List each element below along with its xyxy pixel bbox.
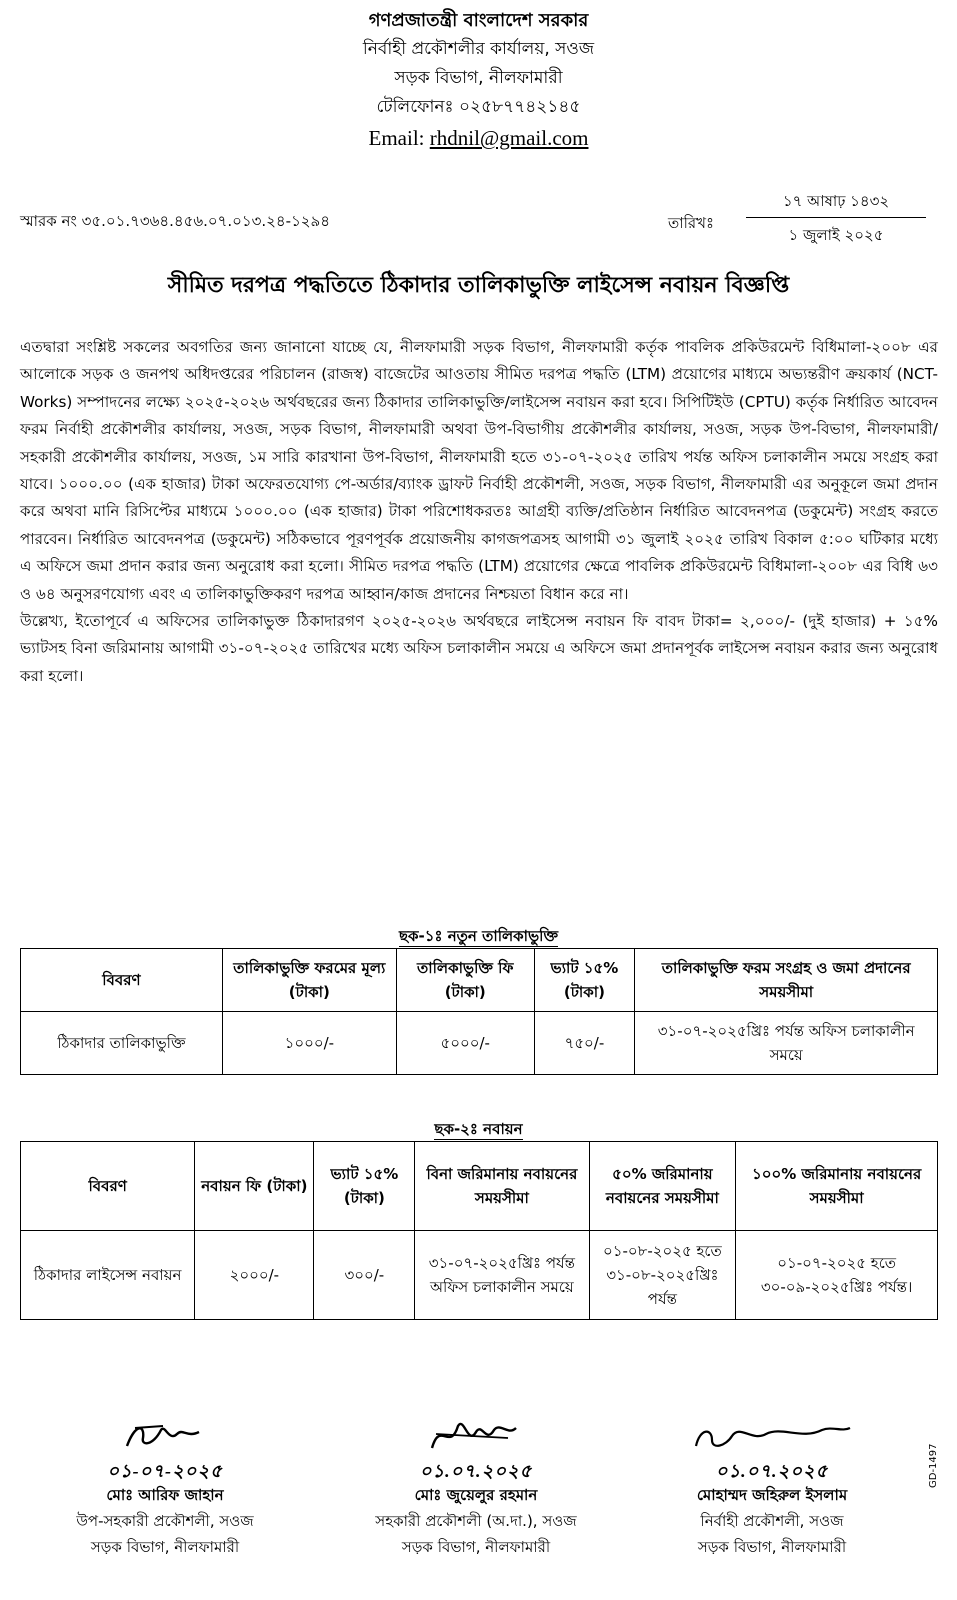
- table-header: ভ্যাট ১৫% (টাকা): [314, 1142, 415, 1231]
- table-header: তালিকাভুক্তি ফি (টাকা): [396, 949, 534, 1012]
- table-header-row: [21, 949, 938, 1012]
- table-header: ১০০% জরিমানায় নবায়নের সময়সীমা: [736, 1142, 938, 1231]
- table-row: [21, 1012, 938, 1075]
- notice-title: সীমিত দরপত্র পদ্ধতিতে ঠিকাদার তালিকাভুক্তি লাইসেন্স নবায়ন বিজ্ঞপ্তি: [167, 273, 790, 298]
- email-label: Email:: [368, 126, 425, 150]
- table-cell: ০১-০৮-২০২৫ হতে ৩১-০৮-২০২৫খ্রিঃ পর্যন্ত: [589, 1231, 736, 1320]
- document-code: GD-1497: [928, 1443, 939, 1488]
- table-row: [21, 1231, 938, 1320]
- signatory-designation: সহকারী প্রকৌশলী (অ.দা.), সওজ: [375, 1512, 577, 1530]
- signatory-designation: উপ-সহকারী প্রকৌশলী, সওজ: [76, 1512, 254, 1530]
- table1-caption: ছক-১ঃ নতুন তালিকাভুক্তি: [398, 927, 559, 945]
- memo-reference: স্মারক নং ৩৫.০১.৭৩৬৪.৪৫৬.০৭.০১৩.২৪-১২৯৪: [20, 212, 331, 230]
- signature-date: ০১-০৭-২০২৫: [107, 1461, 223, 1481]
- table-cell: ঠিকাদার লাইসেন্স নবায়ন: [21, 1231, 195, 1320]
- signature-date: ০১.০৭.২০২৫: [715, 1461, 829, 1481]
- handwritten-signature: [682, 1416, 862, 1456]
- signatory-office: সড়ক বিভাগ, নীলফামারী: [90, 1538, 240, 1556]
- table2-caption: ছক-২ঃ নবায়ন: [434, 1120, 523, 1138]
- notice-body: [20, 334, 938, 690]
- phone-number: টেলিফোনঃ ০২৫৮৭৭৪২১৪৫: [376, 97, 581, 117]
- table-cell: ০১-০৭-২০২৫ হতে ৩০-০৯-২০২৫খ্রিঃ পর্যন্ত।: [736, 1231, 938, 1320]
- handwritten-signature: [105, 1416, 225, 1456]
- table-header: তালিকাভুক্তি ফরমের মূল্য (টাকা): [222, 949, 396, 1012]
- body-paragraph-1: এতদ্বারা সংশ্লিষ্ট সকলের অবগতির জন্য জানানো যাচ্ছে যে, নীলফামারী সড়ক বিভাগ, নীলফামারী কর্তৃক পাবলিক প্রকিউরমেন্ট বিধিমালা-২০০৮ এর আলোকে সড়ক ও জনপথ অধিদপ্তরের পরিচালন (রাজস্ব) বাজেটের আওতায় সীমিত দরপত্র পদ্ধতি (LTM) প্রয়োগের মাধ্যমে অভ্যন্তরীণ ক্রয়কার্য (NCT-Works) সম্পাদনের লক্ষ্যে ২০২৫-২০২৬ অর্থবছরের জন্য ঠিকাদার তালিকাভুক্তি/লাইসেন্স নবায়ন করা হবে। সিপিটিইউ (CPTU) কর্তৃক নির্ধারিত আবেদন ফরম নির্বাহী প্রকৌশলীর কার্যালয়, সওজ, সড়ক বিভাগ, নীলফামারী অথবা উপ-বিভাগীয় প্রকৌশলীর কার্যালয়, সওজ, সড়ক উপ-বিভাগ, নীলফামারী/সহকারী প্রকৌশলীর কার্যালয়, সওজ, ১ম সারি কারখানা উপ-বিভাগ, নীলফামারী হতে ৩১-০৭-২০২৫ তারিখ পর্যন্ত অফিস চলাকালীন সময়ে সংগ্রহ করা যাবে। ১০০০.০০ (এক হাজার) টাকা অফেরতযোগ্য পে-অর্ডার/ব্যাংক ড্রাফট নির্বাহী প্রকৌশলী, সওজ, সড়ক বিভাগ, নীলফামারী এর অনুকূলে জমা প্রদান করে অথবা মানি রিসিপ্টের মাধ্যমে ১০০০.০০ (এক হাজার) টাকা পরিশোধকরতঃ আগ্রহী ব্যক্তি/প্রতিষ্ঠান নির্ধারিত আবেদনপত্র (ডকুমেন্ট) সংগ্রহ করতে পারবেন। নির্ধারিত আবেদনপত্র (ডকুমেন্ট) সঠিকভাবে পূরণপূর্বক প্রয়োজনীয় কাগজপত্রসহ আগামী ৩১ জুলাই ২০২৫ তারিখ বিকাল ৫:০০ ঘটিকার মধ্যে এ অফিসে জমা প্রদান করার জন্য অনুরোধ করা হলো। সীমিত দরপত্র পদ্ধতি (LTM) প্রয়োগের ক্ষেত্রে পাবলিক প্রকিউরমেন্ট বিধিমালা-২০০৮ এর বিধি ৬৩ ও ৬৪ অনুসরণযোগ্য এবং এ তালিকাভুক্তিকরণ দরপত্র আহ্বান/কাজ প্রদানের নিশ্চয়তা বিধান করে না।: [20, 338, 938, 603]
- table-header: তালিকাভুক্তি ফরম সংগ্রহ ও জমা প্রদানের সময়সীমা: [635, 949, 938, 1012]
- table-header-row: [21, 1142, 938, 1231]
- government-name: গণপ্রজাতন্ত্রী বাংলাদেশ সরকার: [368, 10, 589, 31]
- date-label: তারিখঃ: [668, 214, 714, 232]
- body-paragraph-2: উল্লেখ্য, ইতোপূর্বে এ অফিসের তালিকাভুক্ত ঠিকাদারগণ ২০২৫-২০২৬ অর্থবছরে লাইসেন্স নবায়ন ফি বাবদ টাকা= ২,০০০/- (দুই হাজার) + ১৫% ভ্যাটসহ বিনা জরিমানায় আগামী ৩১-০৭-২০২৫ তারিখের মধ্যে অফিস চলাকালীন সময়ে এ অফিসে জমা প্রদানপূর্বক লাইসেন্স নবায়ন করার জন্য অনুরোধ করা হলো।: [20, 612, 938, 685]
- division-name: সড়ক বিভাগ, নীলফামারী: [394, 68, 563, 88]
- office-name: নির্বাহী প্রকৌশলীর কার্যালয়, সওজ: [362, 39, 595, 59]
- table-cell: ৩১-০৭-২০২৫খ্রিঃ পর্যন্ত অফিস চলাকালীন সময়ে: [635, 1012, 938, 1075]
- table-cell: ২০০০/-: [195, 1231, 314, 1320]
- table-header: বিনা জরিমানায় নবায়নের সময়সীমা: [415, 1142, 589, 1231]
- handwritten-signature: [416, 1416, 536, 1456]
- table-cell: ৫০০০/-: [396, 1012, 534, 1075]
- email-line: [0, 122, 957, 154]
- new-enlistment-table: [20, 948, 938, 1075]
- table-header: ৫০% জরিমানায় নবায়নের সময়সীমা: [589, 1142, 736, 1231]
- table-cell: ৩০০/-: [314, 1231, 415, 1320]
- table-cell: ঠিকাদার তালিকাভুক্তি: [21, 1012, 223, 1075]
- renewal-table: [20, 1141, 938, 1320]
- signature-block-2: [316, 1416, 636, 1560]
- signature-date: ০১.০৭.২০২৫: [419, 1461, 533, 1481]
- letterhead: [0, 6, 957, 154]
- table-cell: ১০০০/-: [222, 1012, 396, 1075]
- signatory-name: মোহাম্মদ জহিরুল ইসলাম: [696, 1486, 848, 1504]
- signatory-designation: নির্বাহী প্রকৌশলী, সওজ: [700, 1512, 844, 1530]
- signatory-name: মোঃ জুয়েলুর রহমান: [414, 1486, 538, 1504]
- table-header: ভ্যাট ১৫% (টাকা): [534, 949, 635, 1012]
- signatory-office: সড়ক বিভাগ, নীলফামারী: [697, 1538, 847, 1556]
- signatory-office: সড়ক বিভাগ, নীলফামারী: [401, 1538, 551, 1556]
- signature-block-1: [5, 1416, 325, 1560]
- date-bangla-calendar: ১৭ আষাঢ় ১৪৩২: [746, 190, 926, 218]
- signature-block-3: [612, 1416, 932, 1560]
- table-header: বিবরণ: [21, 949, 223, 1012]
- table-cell: ৩১-০৭-২০২৫খ্রিঃ পর্যন্ত অফিস চলাকালীন সময়ে: [415, 1231, 589, 1320]
- table-header: বিবরণ: [21, 1142, 195, 1231]
- email-link[interactable]: rhdnil@gmail.com: [429, 126, 589, 150]
- table-header: নবায়ন ফি (টাকা): [195, 1142, 314, 1231]
- signatory-name: মোঃ আরিফ জাহান: [106, 1486, 224, 1504]
- table-cell: ৭৫০/-: [534, 1012, 635, 1075]
- date-gregorian: ১ জুলাই ২০২৫: [788, 226, 884, 244]
